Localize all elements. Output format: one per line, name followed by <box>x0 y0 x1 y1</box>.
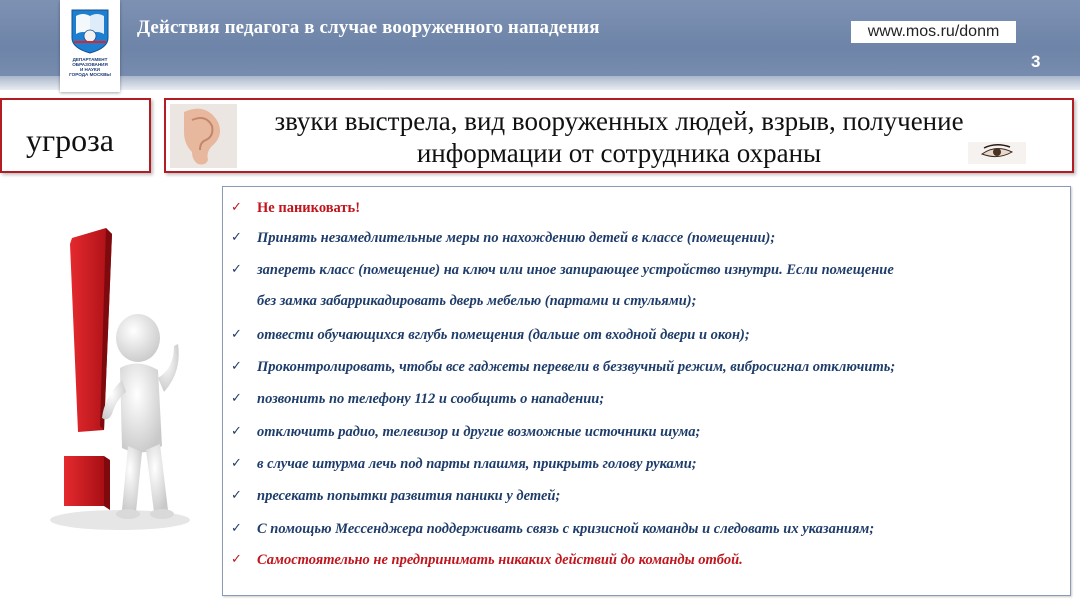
checkmark-icon: ✓ <box>231 262 242 277</box>
checkmark-icon: ✓ <box>231 424 242 439</box>
checkmark-icon: ✓ <box>231 200 242 215</box>
checkmark-icon: ✓ <box>231 552 242 567</box>
list-item-text: отвести обучающихся вглубь помещения (дальше от входной двери и окон); <box>257 327 750 343</box>
list-item-text: Самостоятельно не предпринимать никаких действий до команды отбой. <box>257 552 743 568</box>
checkmark-icon: ✓ <box>231 488 242 503</box>
threat-description-line-2: информации от сотрудника охраны <box>416 138 822 168</box>
list-item-text: Не паниковать! <box>257 200 361 216</box>
checkmark-icon: ✓ <box>231 230 242 245</box>
checkmark-icon: ✓ <box>231 391 242 406</box>
list-item-text: запереть класс (помещение) на ключ или иное запирающее устройство изнутри. Если помещение <box>257 262 894 278</box>
list-item-text: Проконтролировать, чтобы все гаджеты перевели в беззвучный режим, вибросигнал отключить; <box>257 359 896 375</box>
eye-icon <box>968 142 1026 164</box>
list-item-text: Принять незамедлительные меры по нахождению детей в классе (помещении); <box>257 230 776 246</box>
threat-description-line-1: звуки выстрела, вид вооруженных людей, взрыв, получение <box>274 106 964 136</box>
checkmark-icon: ✓ <box>231 456 242 471</box>
threat-label-box <box>0 98 151 173</box>
checkmark-icon: ✓ <box>231 359 242 374</box>
page-title: Действия педагога в случае вооруженного нападения <box>137 17 600 38</box>
list-item-text: в случае штурма лечь под парты плашмя, прикрыть голову руками; <box>257 456 697 472</box>
checkmark-icon: ✓ <box>231 327 242 342</box>
page-number: 3 <box>1031 52 1041 71</box>
logo-caption: ДЕПАРТАМЕНТ ОБРАЗОВАНИЯ И НАУКИ ГОРОДА МОСКВЫ <box>69 57 111 77</box>
list-item-text: С помощью Мессенджера поддерживать связь с кризисной команды и следовать их указаниям; <box>257 521 875 537</box>
site-url[interactable]: www.mos.ru/donm <box>851 21 1016 43</box>
exclamation-figure-illustration <box>50 220 200 540</box>
threat-description-box <box>164 98 1074 173</box>
list-item-text: позвонить по телефону 112 и сообщить о нападении; <box>257 391 605 407</box>
threat-label: угроза <box>26 122 114 158</box>
header-bar <box>0 0 1080 86</box>
checkmark-icon: ✓ <box>231 521 242 536</box>
department-logo <box>60 0 120 92</box>
list-item-continuation: без замка забаррикадировать дверь мебелью (партами и стульями); <box>257 293 697 309</box>
list-item-text: пресекать попытки развития паники у детей; <box>257 488 561 504</box>
header-band <box>0 76 1080 90</box>
emblem-icon <box>70 8 110 54</box>
list-item-text: отключить радио, телевизор и другие возможные источники шума; <box>257 424 701 440</box>
action-checklist <box>222 186 1071 596</box>
